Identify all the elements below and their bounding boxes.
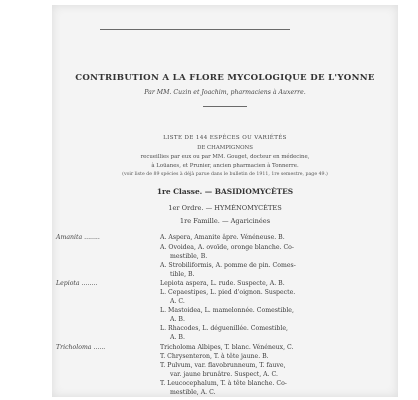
intro-line-2: à Loüanes, et Prunier, ancien pharmacien à Tonnerre. (151, 163, 299, 169)
list-heading: LISTE DE 144 ESPÈCES OU VARIÉTÉS (163, 135, 287, 141)
species-line: A. Aspera, Amanite âpre. Vénéneuse. B. (160, 234, 285, 241)
species-line: L. Mastoidea, L. mamelonnée. Comestible, (160, 307, 294, 314)
separator-rule (203, 106, 247, 107)
species-line: L. Cepaestipes, L. pied d'oignon. Suspecte. (160, 289, 296, 296)
species-line: A. Ovoidea, A. ovoïde, oronge blanche. Co- (160, 244, 294, 251)
page-title: CONTRIBUTION A LA FLORE MYCOLOGIQUE DE L'YONNE (75, 73, 375, 83)
list-subheading: DE CHAMPIGNONS (197, 145, 253, 151)
family-heading: 1re Famille. — Agaricinées (179, 217, 271, 225)
intro-note: (voir liste de 89 spécies à déjà parue dans le bulletin de 1911, 1re semestre, page 49.) (122, 172, 328, 177)
species-line: mestible, A. C. (170, 389, 216, 396)
species-line: T. Chrysenteron, T. à tête jaune. B. (160, 353, 269, 360)
genus-label: Amanita ........ (56, 234, 100, 241)
scanned-page (52, 5, 398, 397)
genus-label: Lepiota ........ (56, 280, 98, 287)
species-line: A. B. (170, 334, 185, 341)
species-line: A. Strobiliformis, A. pomme de pin. Comes- (160, 262, 296, 269)
intro-line-1: recueillies par eux ou par MM. Gouget, docteur en médecine, (140, 154, 310, 160)
genus-label: Tricholoma ...... (56, 344, 106, 351)
species-line: mestible, B. (170, 253, 208, 260)
authors-line: Par MM. Cuzin et Joachim, pharmaciens à Auxerre. (144, 89, 306, 96)
species-line: T. Pulvum, var. flavobrunneum, T. fauve, (160, 362, 286, 369)
species-line: A. B. (170, 316, 185, 323)
species-line: Tricholoma Albipes, T. blanc. Vénéneux, C. (160, 344, 294, 351)
species-line: var. jaune brunâtre. Suspect, A. C. (170, 371, 279, 378)
class-heading: 1re Classe. — BASIDIOMYCÈTES (156, 187, 294, 196)
species-line: L. Rhacodes, L. déguenillée. Comestible, (160, 325, 288, 332)
order-heading: 1er Ordre. — HYMÉNOMYCÈTES (168, 204, 282, 212)
species-line: T. Leucocephalum, T. à tête blanche. Co- (160, 380, 287, 387)
species-line: tible, B. (170, 271, 195, 278)
species-line: A. C. (170, 298, 185, 305)
top-rule (100, 29, 290, 30)
species-line: Lepiota aspera, L. rude. Suspecte, A. B. (160, 280, 285, 287)
